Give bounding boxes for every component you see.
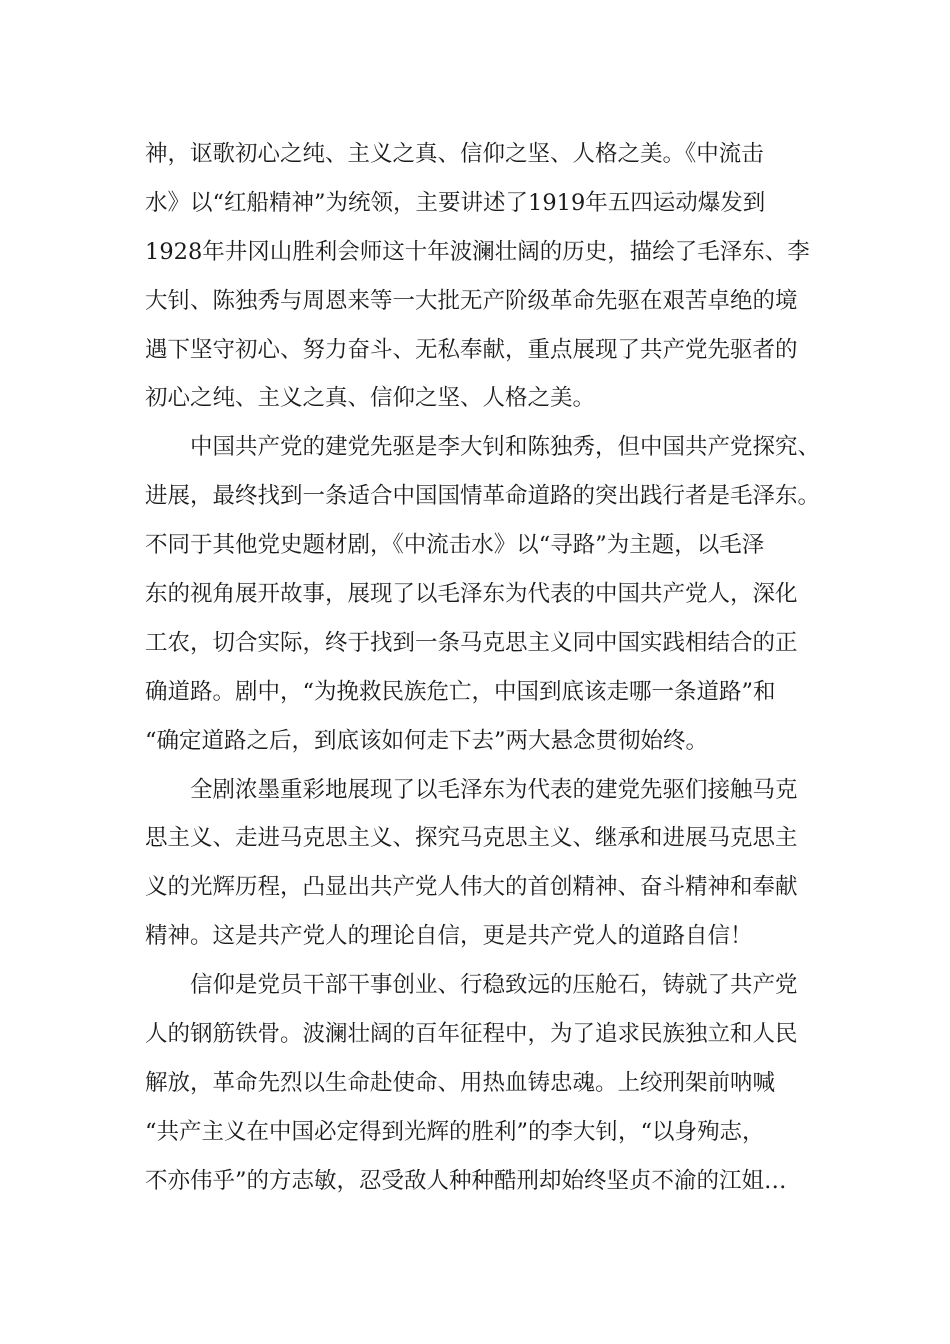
text-line: 进展，最终找到一条适合中国国情革命道路的突出践行者是毛泽东。 (145, 483, 821, 510)
text-line: 东的视角展开故事，展现了以毛泽东为代表的中国共产党人，深化 (145, 581, 798, 608)
body-text (145, 130, 825, 1206)
text-line: 不同于其他党史题材剧，《中流击水》以“寻路”为主题，以毛泽 (145, 532, 765, 559)
paragraph-first-line: 全剧浓墨重彩地展现了以毛泽东为代表的建党先驱们接触马克 (190, 776, 798, 803)
text-line: “确定道路之后，到底该如何走下去”两大悬念贯彻始终。 (145, 727, 709, 754)
text-line: 初心之纯、主义之真、信仰之坚、人格之美。 (145, 385, 596, 412)
text-line: 不亦伟乎”的方志敏，忍受敌人种种酷刑却始终坚贞不渝的江姐… (145, 1167, 787, 1194)
text-line: 解放，革命先烈以生命赴使命、用热血铸忠魂。上绞刑架前呐喊 (145, 1069, 776, 1096)
text-line: 确道路。剧中，“为挽救民族危亡，中国到底该走哪一条道路”和 (145, 678, 776, 705)
text-line: 神，讴歌初心之纯、主义之真、信仰之坚、人格之美。《中流击 (145, 141, 764, 167)
text-line: 人的钢筋铁骨。波澜壮阔的百年征程中，为了追求民族独立和人民 (145, 1021, 798, 1048)
text-line: 思主义、走进马克思主义、探究马克思主义、继承和进展马克思主 (145, 825, 798, 852)
text-line: “共产主义在中国必定得到光辉的胜利”的李大钊，“以身殉志， (145, 1118, 765, 1145)
text-line: 义的光辉历程，凸显出共产党人伟大的首创精神、奋斗精神和奉献 (145, 874, 798, 901)
paragraph-first-line: 信仰是党员干部干事创业、行稳致远的压舱石，铸就了共产党 (190, 972, 798, 999)
text-line: 水》以“红船精神”为统领，主要讲述了1919年五四运动爆发到 (145, 189, 766, 216)
text-line: 遇下坚守初心、努力奋斗、无私奉献，重点展现了共产党先驱者的 (145, 336, 798, 363)
text-line: 工农，切合实际，终于找到一条马克思主义同中国实践相结合的正 (145, 629, 798, 656)
text-line: 精神。这是共产党人的理论自信，更是共产党人的道路自信！ (145, 923, 753, 950)
text-line: 1928年井冈山胜利会师这十年波澜壮阔的历史，描绘了毛泽东、李 (145, 238, 810, 265)
text-line: 大钊、陈独秀与周恩来等一大批无产阶级革命先驱在艰苦卓绝的境 (145, 287, 798, 314)
paragraph-first-line: 中国共产党的建党先驱是李大钊和陈独秀，但中国共产党探究、 (190, 434, 821, 461)
